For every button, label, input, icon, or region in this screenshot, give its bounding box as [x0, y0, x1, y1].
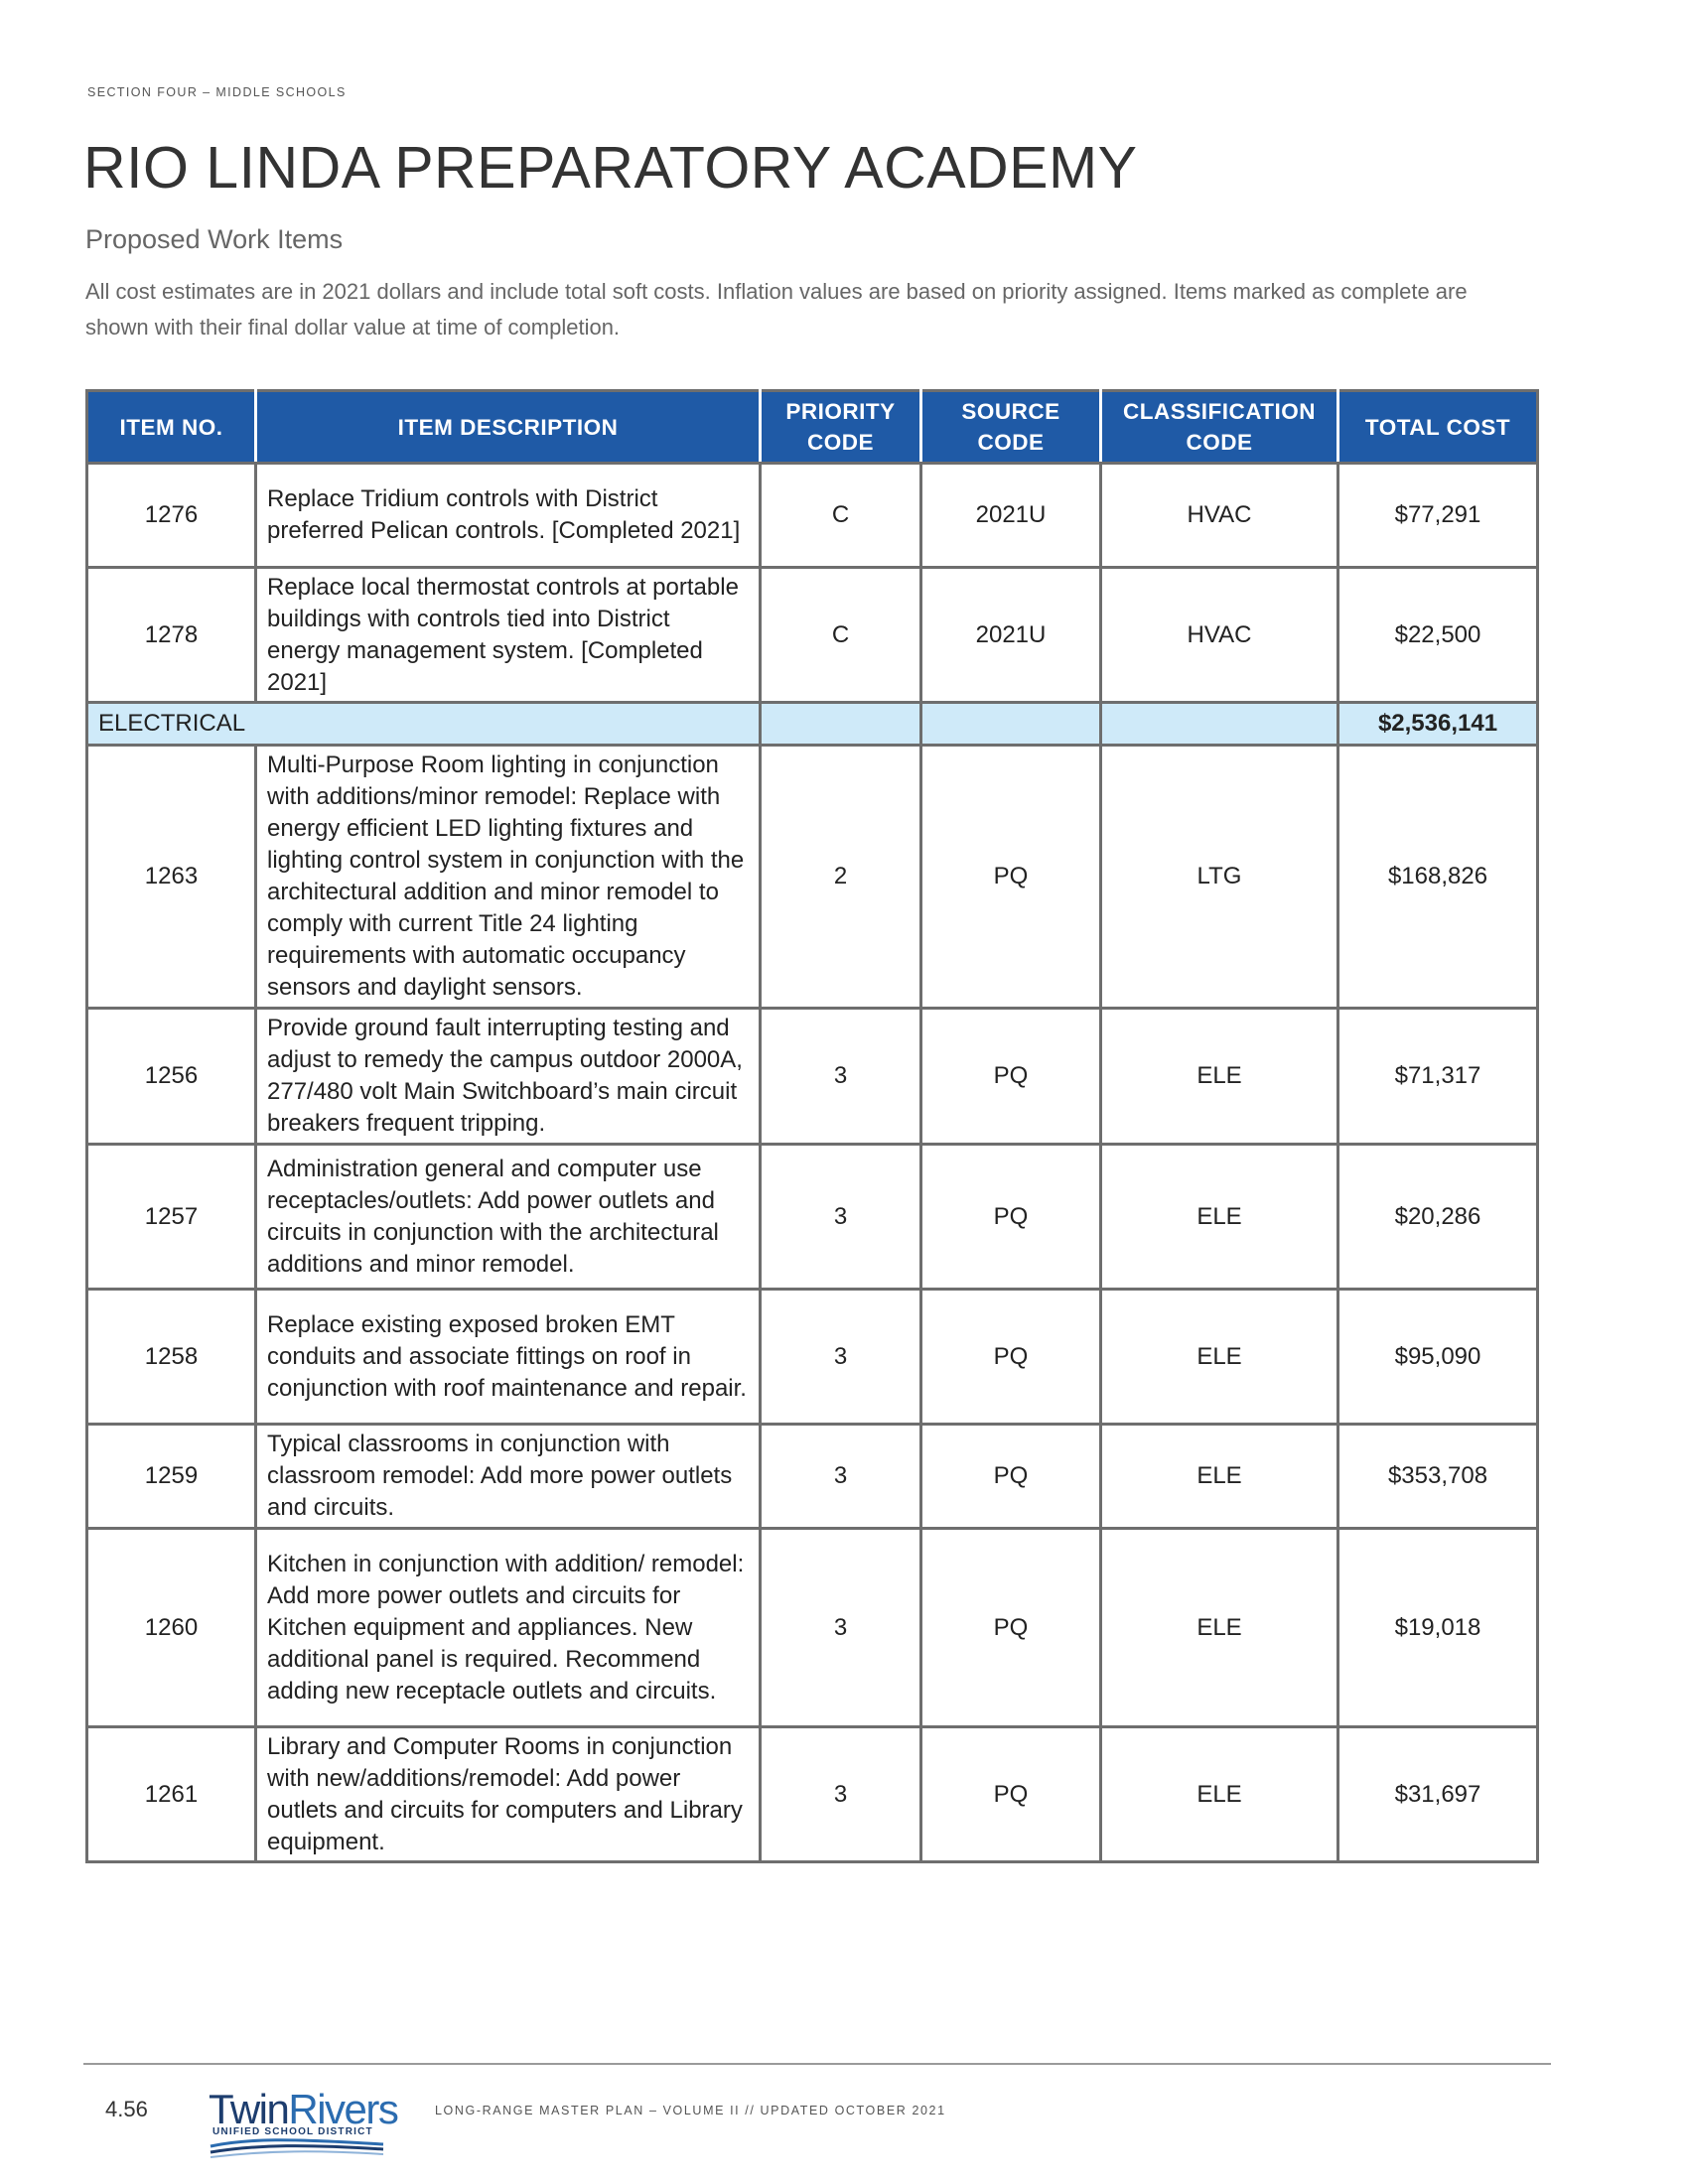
- table-row: [87, 568, 1538, 703]
- category-empty-cell: [921, 703, 1101, 746]
- cell-priority: 3: [761, 1425, 921, 1529]
- cell-description: Administration general and computer use receptacles/outlets: Add power outlets and circuits in conjunction with the architectural additions and minor remodel.: [256, 1145, 761, 1290]
- cell-source: 2021U: [921, 464, 1101, 568]
- cell-priority: 3: [761, 1727, 921, 1862]
- category-total: $2,536,141: [1338, 703, 1538, 746]
- cell-total: $77,291: [1338, 464, 1538, 568]
- cell-item-no: 1263: [87, 746, 256, 1009]
- table-row: [87, 1727, 1538, 1862]
- work-items-table: [85, 389, 1539, 1863]
- twin-rivers-logo: [209, 2086, 398, 2158]
- cell-description: Multi-Purpose Room lighting in conjunction with additions/minor remodel: Replace with energy efficient LED lighting fixtures and lighting control system in conjunction with the architectural addition and minor remodel to comply with current Title 24 lighting requirements with automatic occupancy sensors and daylight sensors.: [256, 746, 761, 1009]
- cell-item-no: 1276: [87, 464, 256, 568]
- cell-total: $22,500: [1338, 568, 1538, 703]
- cell-source: PQ: [921, 746, 1101, 1009]
- cell-item-no: 1259: [87, 1425, 256, 1529]
- col-header-description: ITEM DESCRIPTION: [256, 391, 761, 464]
- table-row: [87, 1425, 1538, 1529]
- col-header-classification: CLASSIFICATION CODE: [1101, 391, 1338, 464]
- table-row: [87, 464, 1538, 568]
- cell-total: $95,090: [1338, 1290, 1538, 1425]
- category-name: ELECTRICAL: [87, 703, 761, 746]
- page-title: RIO LINDA PREPARATORY ACADEMY: [83, 135, 1138, 201]
- cell-total: $19,018: [1338, 1529, 1538, 1727]
- cell-item-no: 1261: [87, 1727, 256, 1862]
- cell-priority: 3: [761, 1529, 921, 1727]
- table-row: [87, 1290, 1538, 1425]
- table-row: [87, 746, 1538, 1009]
- table-row: [87, 1009, 1538, 1145]
- cell-description: Provide ground fault interrupting testing and adjust to remedy the campus outdoor 2000A, 277/480 volt Main Switchboard’s main circuit breakers frequent tripping.: [256, 1009, 761, 1145]
- cell-classification: ELE: [1101, 1145, 1338, 1290]
- cell-classification: ELE: [1101, 1727, 1338, 1862]
- cell-source: PQ: [921, 1290, 1101, 1425]
- cell-description: Replace existing exposed broken EMT conduits and associate fittings on roof in conjunction with roof maintenance and repair.: [256, 1290, 761, 1425]
- footer-text: LONG-RANGE MASTER PLAN – VOLUME II // UPDATED OCTOBER 2021: [435, 2104, 946, 2117]
- cell-priority: 2: [761, 746, 921, 1009]
- cell-description: Library and Computer Rooms in conjunction with new/additions/remodel: Add power outlets and circuits for computers and Library equipment.: [256, 1727, 761, 1862]
- category-empty-cell: [761, 703, 921, 746]
- col-header-source: SOURCE CODE: [921, 391, 1101, 464]
- logo-waves-icon: [209, 2136, 387, 2158]
- logo-wordmark-twin: Twin: [209, 2086, 289, 2132]
- cell-total: $353,708: [1338, 1425, 1538, 1529]
- cell-item-no: 1260: [87, 1529, 256, 1727]
- intro-paragraph: All cost estimates are in 2021 dollars and include total soft costs. Inflation values are based on priority assigned. Items marked as complete are shown with their final dollar value at time of completion.: [85, 279, 1468, 340]
- table-row: [87, 1145, 1538, 1290]
- cell-description: Replace Tridium controls with District preferred Pelican controls. [Completed 2021]: [256, 464, 761, 568]
- cell-source: 2021U: [921, 568, 1101, 703]
- cell-item-no: 1278: [87, 568, 256, 703]
- cell-item-no: 1258: [87, 1290, 256, 1425]
- cell-item-no: 1257: [87, 1145, 256, 1290]
- col-header-item-no: ITEM NO.: [87, 391, 256, 464]
- category-row-electrical: [87, 703, 1538, 746]
- logo-subtitle: UNIFIED SCHOOL DISTRICT: [212, 2126, 373, 2137]
- section-label: SECTION FOUR – MIDDLE SCHOOLS: [87, 85, 347, 99]
- cell-priority: C: [761, 568, 921, 703]
- cell-priority: 3: [761, 1290, 921, 1425]
- cell-source: PQ: [921, 1145, 1101, 1290]
- cell-source: PQ: [921, 1009, 1101, 1145]
- category-empty-cell: [1101, 703, 1338, 746]
- cell-classification: ELE: [1101, 1529, 1338, 1727]
- col-header-total: TOTAL COST: [1338, 391, 1538, 464]
- cell-classification: LTG: [1101, 746, 1338, 1009]
- cell-description: Typical classrooms in conjunction with classroom remodel: Add more power outlets and circuits.: [256, 1425, 761, 1529]
- table-row: [87, 1529, 1538, 1727]
- cell-classification: ELE: [1101, 1425, 1338, 1529]
- cell-priority: 3: [761, 1009, 921, 1145]
- cell-total: $71,317: [1338, 1009, 1538, 1145]
- cell-priority: 3: [761, 1145, 921, 1290]
- footer-divider: [83, 2063, 1551, 2065]
- col-header-priority: PRIORITY CODE: [761, 391, 921, 464]
- cell-total: $31,697: [1338, 1727, 1538, 1862]
- page-number: 4.56: [105, 2097, 148, 2121]
- logo-wordmark-rivers: Rivers: [288, 2086, 398, 2132]
- cell-source: PQ: [921, 1727, 1101, 1862]
- cell-total: $20,286: [1338, 1145, 1538, 1290]
- cell-source: PQ: [921, 1425, 1101, 1529]
- page-subtitle: Proposed Work Items: [85, 224, 344, 254]
- cell-total: $168,826: [1338, 746, 1538, 1009]
- cell-priority: C: [761, 464, 921, 568]
- cell-source: PQ: [921, 1529, 1101, 1727]
- cell-classification: HVAC: [1101, 568, 1338, 703]
- cell-classification: ELE: [1101, 1290, 1338, 1425]
- table-header-row: [87, 391, 1538, 464]
- cell-classification: ELE: [1101, 1009, 1338, 1145]
- cell-item-no: 1256: [87, 1009, 256, 1145]
- cell-description: Replace local thermostat controls at portable buildings with controls tied into District energy management system. [Completed 2021]: [256, 568, 761, 703]
- cell-description: Kitchen in conjunction with addition/ remodel: Add more power outlets and circuits for Kitchen equipment and appliances. New additional panel is required. Recommend adding new receptacle outlets and circuits.: [256, 1529, 761, 1727]
- cell-classification: HVAC: [1101, 464, 1338, 568]
